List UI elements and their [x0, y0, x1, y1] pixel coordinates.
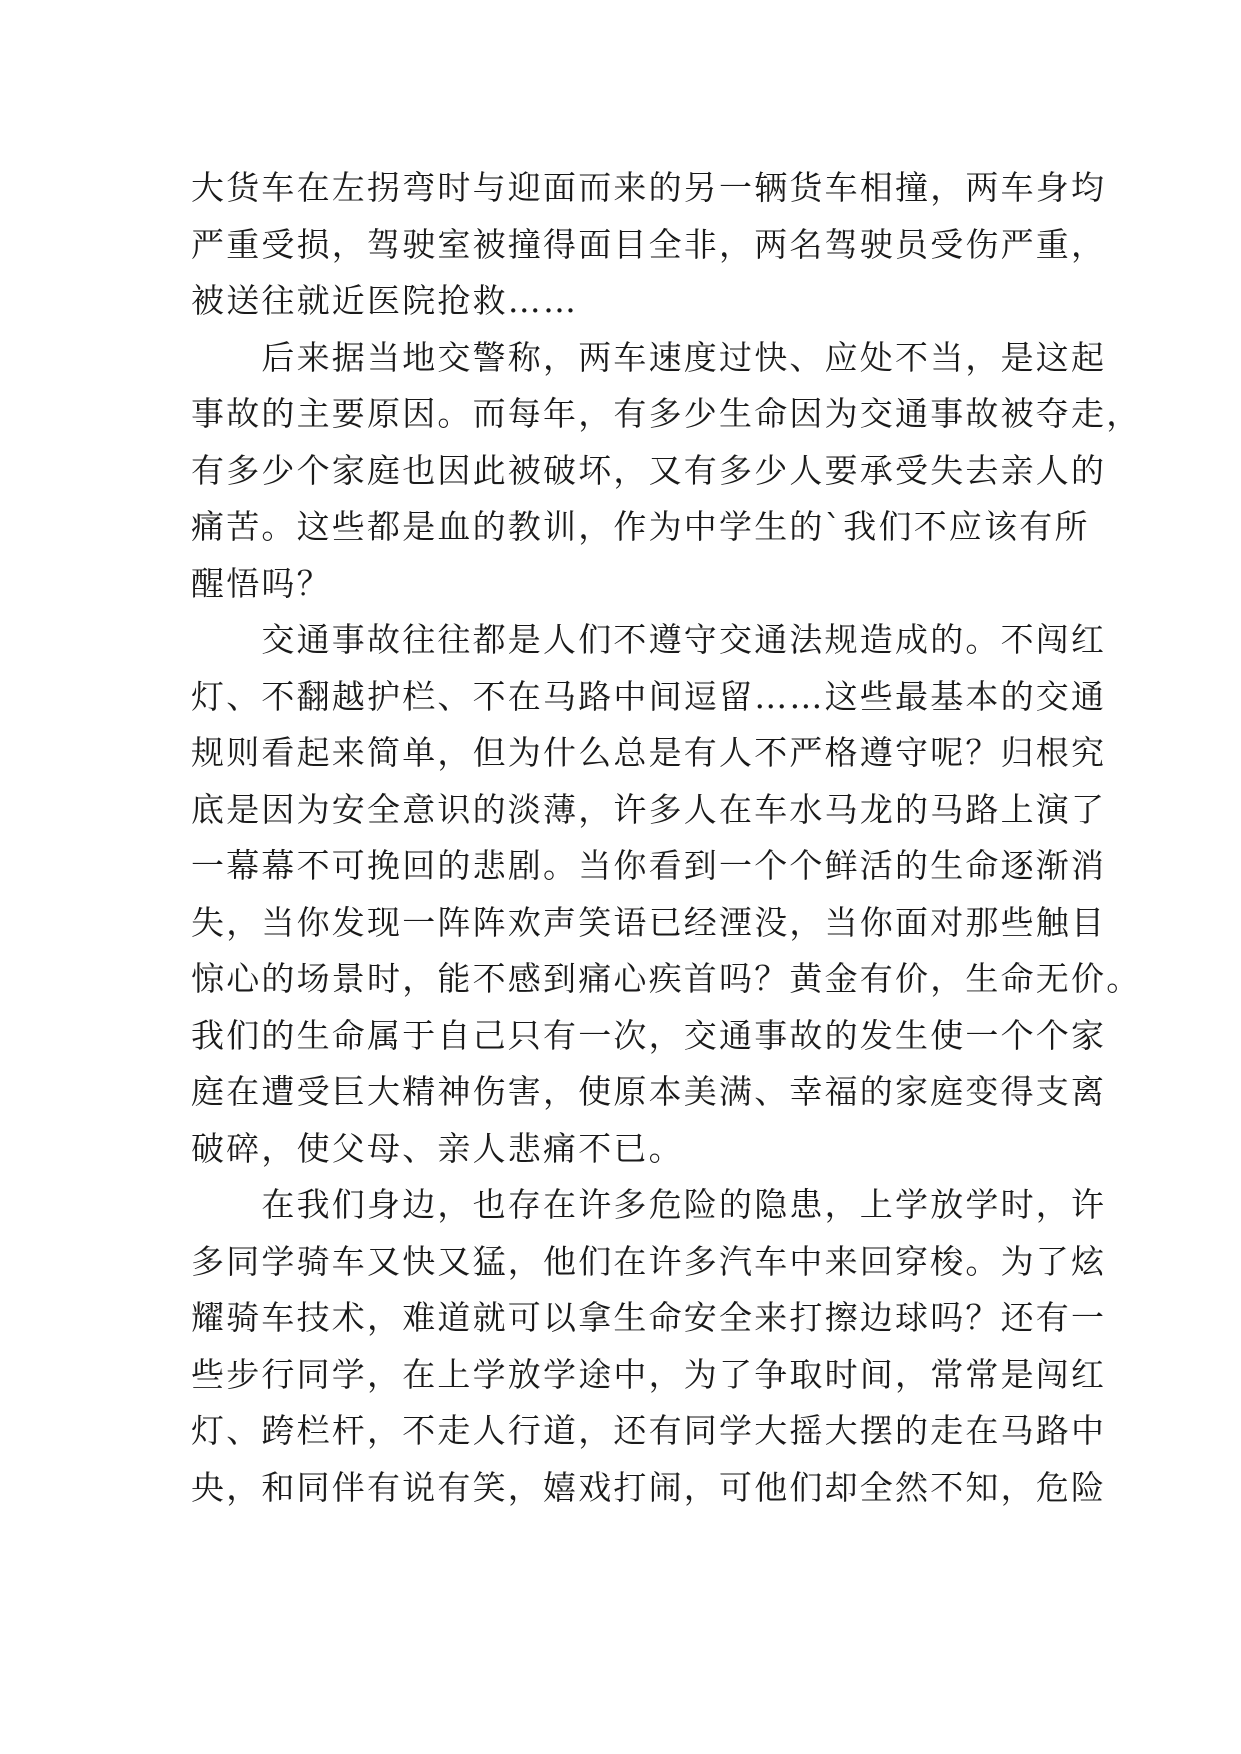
text-line: 央，和同伴有说有笑，嬉戏打闹，可他们却全然不知，危险 — [191, 1467, 1107, 1507]
body-text — [191, 160, 1142, 1516]
text-line: 醒悟吗？ — [191, 563, 332, 603]
text-line: 惊心的场景时，能不感到痛心疾首吗？黄金有价，生命无价。 — [191, 959, 1142, 998]
paragraph-2 — [191, 330, 1142, 613]
text-line: 多同学骑车又快又猛，他们在许多汽车中来回穿梭。为了炫 — [191, 1241, 1107, 1281]
text-line: 灯、不翻越护栏、不在马路中间逗留……这些最基本的交通 — [191, 676, 1107, 716]
text-line: 严重受损，驾驶室被撞得面目全非，两名驾驶员受伤严重， — [191, 224, 1107, 264]
text-line: 失，当你发现一阵阵欢声笑语已经湮没，当你面对那些触目 — [191, 902, 1107, 942]
text-line: 在我们身边，也存在许多危险的隐患，上学放学时，许 — [191, 1185, 1107, 1224]
text-line: 我们的生命属于自己只有一次，交通事故的发生使一个个家 — [191, 1015, 1107, 1055]
text-line: 一幕幕不可挽回的悲剧。当你看到一个个鲜活的生命逐渐消 — [191, 846, 1107, 885]
text-line: 庭在遭受巨大精神伤害，使原本美满、幸福的家庭变得支离 — [191, 1072, 1107, 1111]
text-line: 些步行同学，在上学放学途中，为了争取时间，常常是闯红 — [191, 1354, 1107, 1394]
text-line: 事故的主要原因。而每年，有多少生命因为交通事故被夺走， — [191, 394, 1142, 433]
text-line: 交通事故往往都是人们不遵守交通法规造成的。不闯红 — [191, 620, 1107, 659]
text-line: 底是因为安全意识的淡薄，许多人在车水马龙的马路上演了 — [191, 789, 1107, 829]
paragraph-1 — [191, 160, 1107, 330]
text-line: 耀骑车技术，难道就可以拿生命安全来打擦边球吗？还有一 — [191, 1298, 1107, 1337]
text-line: 有多少个家庭也因此被破坏，又有多少人要承受失去亲人的 — [191, 450, 1107, 490]
paragraph-3 — [191, 612, 1142, 1177]
text-line: 灯、跨栏杆，不走人行道，还有同学大摇大摆的走在马路中 — [191, 1411, 1107, 1450]
text-line: 大货车在左拐弯时与迎面而来的另一辆货车相撞，两车身均 — [191, 168, 1107, 207]
text-line: 规则看起来简单，但为什么总是有人不严格遵守呢？归根究 — [191, 733, 1107, 772]
text-line: 痛苦。这些都是血的教训，作为中学生的`我们不应该有所 — [191, 507, 1090, 546]
paragraph-4 — [191, 1177, 1107, 1516]
text-line: 破碎，使父母、亲人悲痛不已。 — [191, 1128, 684, 1168]
text-line: 被送往就近医院抢救…… — [191, 281, 579, 320]
text-line: 后来据当地交警称，两车速度过快、应处不当，是这起 — [191, 337, 1107, 377]
